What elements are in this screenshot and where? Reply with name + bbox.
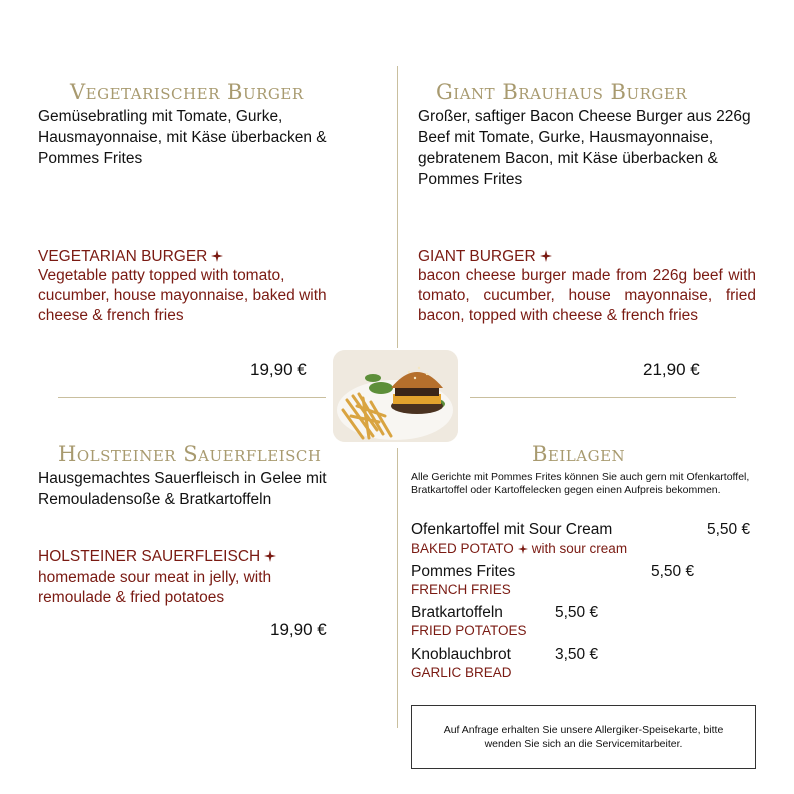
vegetarian-name-en-label: VEGETARIAN BURGER: [38, 248, 208, 265]
beilagen-intro: Alle Gerichte mit Pommes Frites können Sie auch gern mit Ofenkartoffel, Bratkartoffel oder Kartoffelecken gegen einen Aufpreis bekommen.: [411, 471, 750, 496]
side-item-en: GARLIC BREAD: [411, 665, 512, 680]
side-item-price: 5,50 €: [651, 563, 695, 580]
vertical-divider-bottom: [397, 448, 398, 728]
allergy-notice-text: Auf Anfrage erhalten Sie unsere Allergiker-Speisekarte, bitte wenden Sie sich an die Servicemitarbeiter.: [443, 724, 724, 750]
side-item-price: 3,50 €: [555, 646, 599, 663]
vegetarian-desc-en: Vegetable patty topped with tomato, cucumber, house mayonnaise, baked with cheese & french fries: [38, 267, 327, 324]
giant-title: Giant Brauhaus Burger: [436, 80, 688, 104]
giant-desc-de: Großer, saftiger Bacon Cheese Burger aus 226g Beef mit Tomate, Gurke, Hausmayonnaise, gebratenem Bacon, mit Käse überbacken & Pommes Frites: [418, 108, 751, 188]
vegetarian-name-en: [38, 246, 223, 267]
side-item-price: 5,50 €: [555, 604, 599, 621]
four-point-star-icon: [264, 550, 276, 562]
side-item-name: Knoblauchbrot: [411, 646, 511, 663]
allergy-notice: [411, 705, 756, 769]
side-item-name: Pommes Frites: [411, 563, 516, 580]
sauerfleisch-name-en-label: HOLSTEINER SAUERFLEISCH: [38, 548, 261, 565]
four-point-star-icon: [211, 250, 223, 262]
side-item-name: Ofenkartoffel mit Sour Cream: [411, 521, 613, 538]
side-item-en-suffix: with sour cream: [531, 541, 628, 556]
sauerfleisch-desc-en: homemade sour meat in jelly, with remoulade & fried potatoes: [38, 569, 272, 606]
burger-photo: [333, 350, 458, 442]
four-point-star-icon: [540, 250, 552, 262]
sauerfleisch-title: Holsteiner Sauerfleisch: [58, 442, 322, 466]
side-item-en: FRIED POTATOES: [411, 623, 527, 638]
giant-name-en-label: GIANT BURGER: [418, 248, 536, 265]
side-item-en: FRENCH FRIES: [411, 582, 511, 597]
vegetarian-desc-de: Gemüsebratling mit Tomate, Gurke, Hausmayonnaise, mit Käse überbacken & Pommes Frites: [38, 108, 327, 167]
horizontal-divider-right: [470, 397, 736, 398]
side-item-price: 5,50 €: [707, 521, 751, 538]
sauerfleisch-name-en: [38, 546, 276, 567]
giant-price: 21,90 €: [643, 360, 700, 379]
sauerfleisch-price: 19,90 €: [270, 620, 327, 639]
giant-desc-en: bacon cheese burger made from 226g beef with tomato, cucumber, house mayonnaise, fried bacon, topped with cheese & french fries: [418, 267, 756, 324]
side-item-en: [411, 541, 627, 556]
four-point-star-icon: [518, 544, 528, 554]
vertical-divider-top: [397, 66, 398, 348]
horizontal-divider-left: [58, 397, 326, 398]
side-item-en-label: BAKED POTATO: [411, 541, 514, 556]
vegetarian-title: Vegetarischer Burger: [70, 80, 304, 104]
side-item-name: Bratkartoffeln: [411, 604, 503, 621]
giant-name-en: [418, 246, 552, 267]
sauerfleisch-desc-de: Hausgemachtes Sauerfleisch in Gelee mit Remouladensoße & Bratkartoffeln: [38, 470, 327, 508]
vegetarian-price: 19,90 €: [250, 360, 307, 379]
beilagen-title: Beilagen: [532, 442, 626, 466]
